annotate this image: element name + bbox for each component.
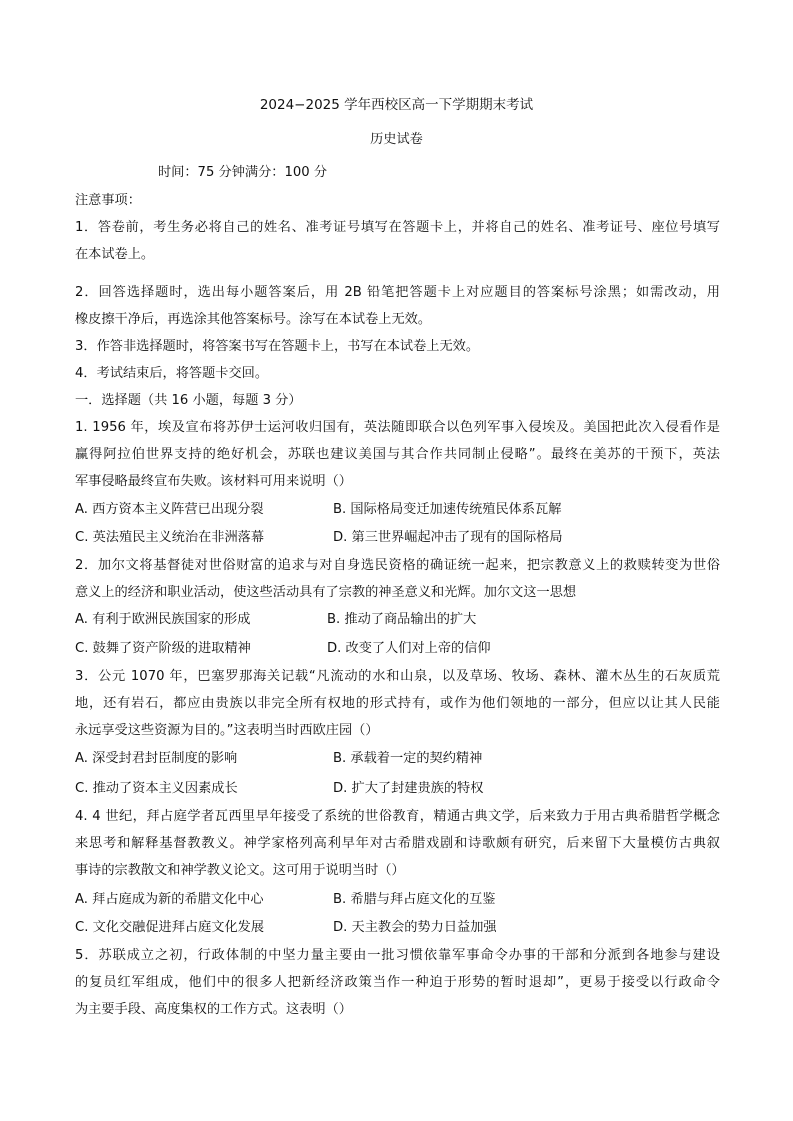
question-2-option-c: C. 鼓舞了资产阶级的进取精神: [75, 641, 251, 656]
notice-item-1-line-1: 1．答卷前，考生务必将自己的姓名、准考证号填写在答题卡上，并将自己的姓名、准考证号、座位号填写: [75, 220, 720, 235]
question-2-line-2: 意义上的经济和职业活动，使这些活动具有了宗教的神圣意义和光辉。加尔文这一思想: [75, 585, 577, 600]
question-1-option-b: B. 国际格局变迁加速传统殖民体系瓦解: [333, 502, 562, 517]
question-1-line-3: 军事侵略最终宣布失败。该材料可用来说明（）: [75, 474, 352, 489]
question-3-line-3: 永远享受这些资源为目的。”这表明当时西欧庄园（）: [75, 723, 379, 738]
notice-item-3: 3．作答非选择题时，将答案书写在答题卡上，书写在本试卷上无效。: [75, 339, 480, 354]
question-5-line-1: 5．苏联成立之初，行政体制的中坚力量主要由一批习惯依靠军事命令办事的干部和分派到各地参与建设: [75, 948, 720, 963]
question-4-line-3: 事诗的宗教散文和神学教义论文。这可用于说明当时（）: [75, 863, 405, 878]
question-3-line-2: 地，还有岩石，都应由贵族以非完全所有权地的形式持有，或作为他们领地的一部分，但应以让其人民能: [75, 696, 720, 711]
question-3-option-b: B. 承载着一定的契约精神: [333, 751, 483, 766]
question-3-option-c: C. 推动了资本主义因素成长: [75, 781, 238, 796]
question-1-line-1: 1. 1956 年，埃及宣布将苏伊士运河收归国有，英法随即联合以色列军事入侵埃及。美国把此次入侵看作是: [75, 420, 720, 435]
question-2-option-d: D. 改变了人们对上帝的信仰: [327, 641, 491, 656]
question-4-option-b: B. 希腊与拜占庭文化的互鉴: [333, 892, 496, 907]
exam-title: 2024−2025 学年西校区高一下学期期末考试: [259, 97, 534, 113]
question-2-option-a: A. 有利于欧洲民族国家的形成: [75, 612, 251, 627]
question-3-option-d: D. 扩大了封建贵族的特权: [333, 781, 484, 796]
question-5-line-2: 的复员红军组成，他们中的很多人把新经济政策当作一种迫于形势的暂时退却”，更易于接受以行政命令: [75, 975, 720, 990]
exam-subject: 历史试卷: [370, 132, 423, 147]
notice-item-2-line-1: 2．回答选择题时，选出每小题答案后，用 2B 铅笔把答题卡上对应题目的答案标号涂黑；如需改动，用: [75, 285, 720, 300]
question-4-option-a: A. 拜占庭成为新的希腊文化中心: [75, 892, 264, 907]
question-1-option-a: A. 西方资本主义阵营已出现分裂: [75, 502, 264, 517]
question-1-option-c: C. 英法殖民主义统治在非洲落幕: [75, 530, 265, 545]
question-5-line-3: 为主要手段、高度集权的工作方式。这表明（）: [75, 1002, 352, 1017]
question-3-option-a: A. 深受封君封臣制度的影响: [75, 751, 238, 766]
notice-item-4: 4．考试结束后，将答题卡交回。: [75, 366, 269, 381]
question-1-line-2: 赢得阿拉伯世界支持的绝好机会，苏联也建议美国与其合作共同制止侵略”。最终在美苏的干预下，英法: [75, 447, 720, 462]
question-2-option-b: B. 推动了商品输出的扩大: [327, 612, 477, 627]
exam-time-info: 时间：75 分钟满分：100 分: [158, 165, 328, 180]
question-4-line-1: 4. 4 世纪，拜占庭学者瓦西里早年接受了系统的世俗教育，精通古典文学，后来致力于用古典希腊哲学概念: [75, 809, 720, 824]
notice-heading: 注意事项：: [75, 193, 141, 208]
section-1-heading: 一．选择题（共 16 小题，每题 3 分）: [75, 393, 302, 408]
question-2-line-1: 2．加尔文将基督徒对世俗财富的追求与对自身选民资格的确证统一起来，把宗教意义上的救赎转变为世俗: [75, 558, 720, 573]
question-4-line-2: 来思考和解释基督教教义。神学家格列高利早年对古希腊戏剧和诗歌颇有研究，后来留下大量模仿古典叙: [75, 836, 720, 851]
question-1-option-d: D. 第三世界崛起冲击了现有的国际格局: [333, 530, 563, 545]
notice-item-2-line-2: 橡皮擦干净后，再选涂其他答案标号。涂写在本试卷上无效。: [75, 312, 432, 327]
notice-item-1-line-2: 在本试卷上。: [75, 247, 155, 262]
question-4-option-c: C. 文化交融促进拜占庭文化发展: [75, 920, 265, 935]
question-4-option-d: D. 天主教会的势力日益加强: [333, 920, 497, 935]
question-3-line-1: 3．公元 1070 年，巴塞罗那海关记载“凡流动的水和山泉，以及草场、牧场、森林、灌木丛生的石灰质荒: [75, 669, 720, 684]
